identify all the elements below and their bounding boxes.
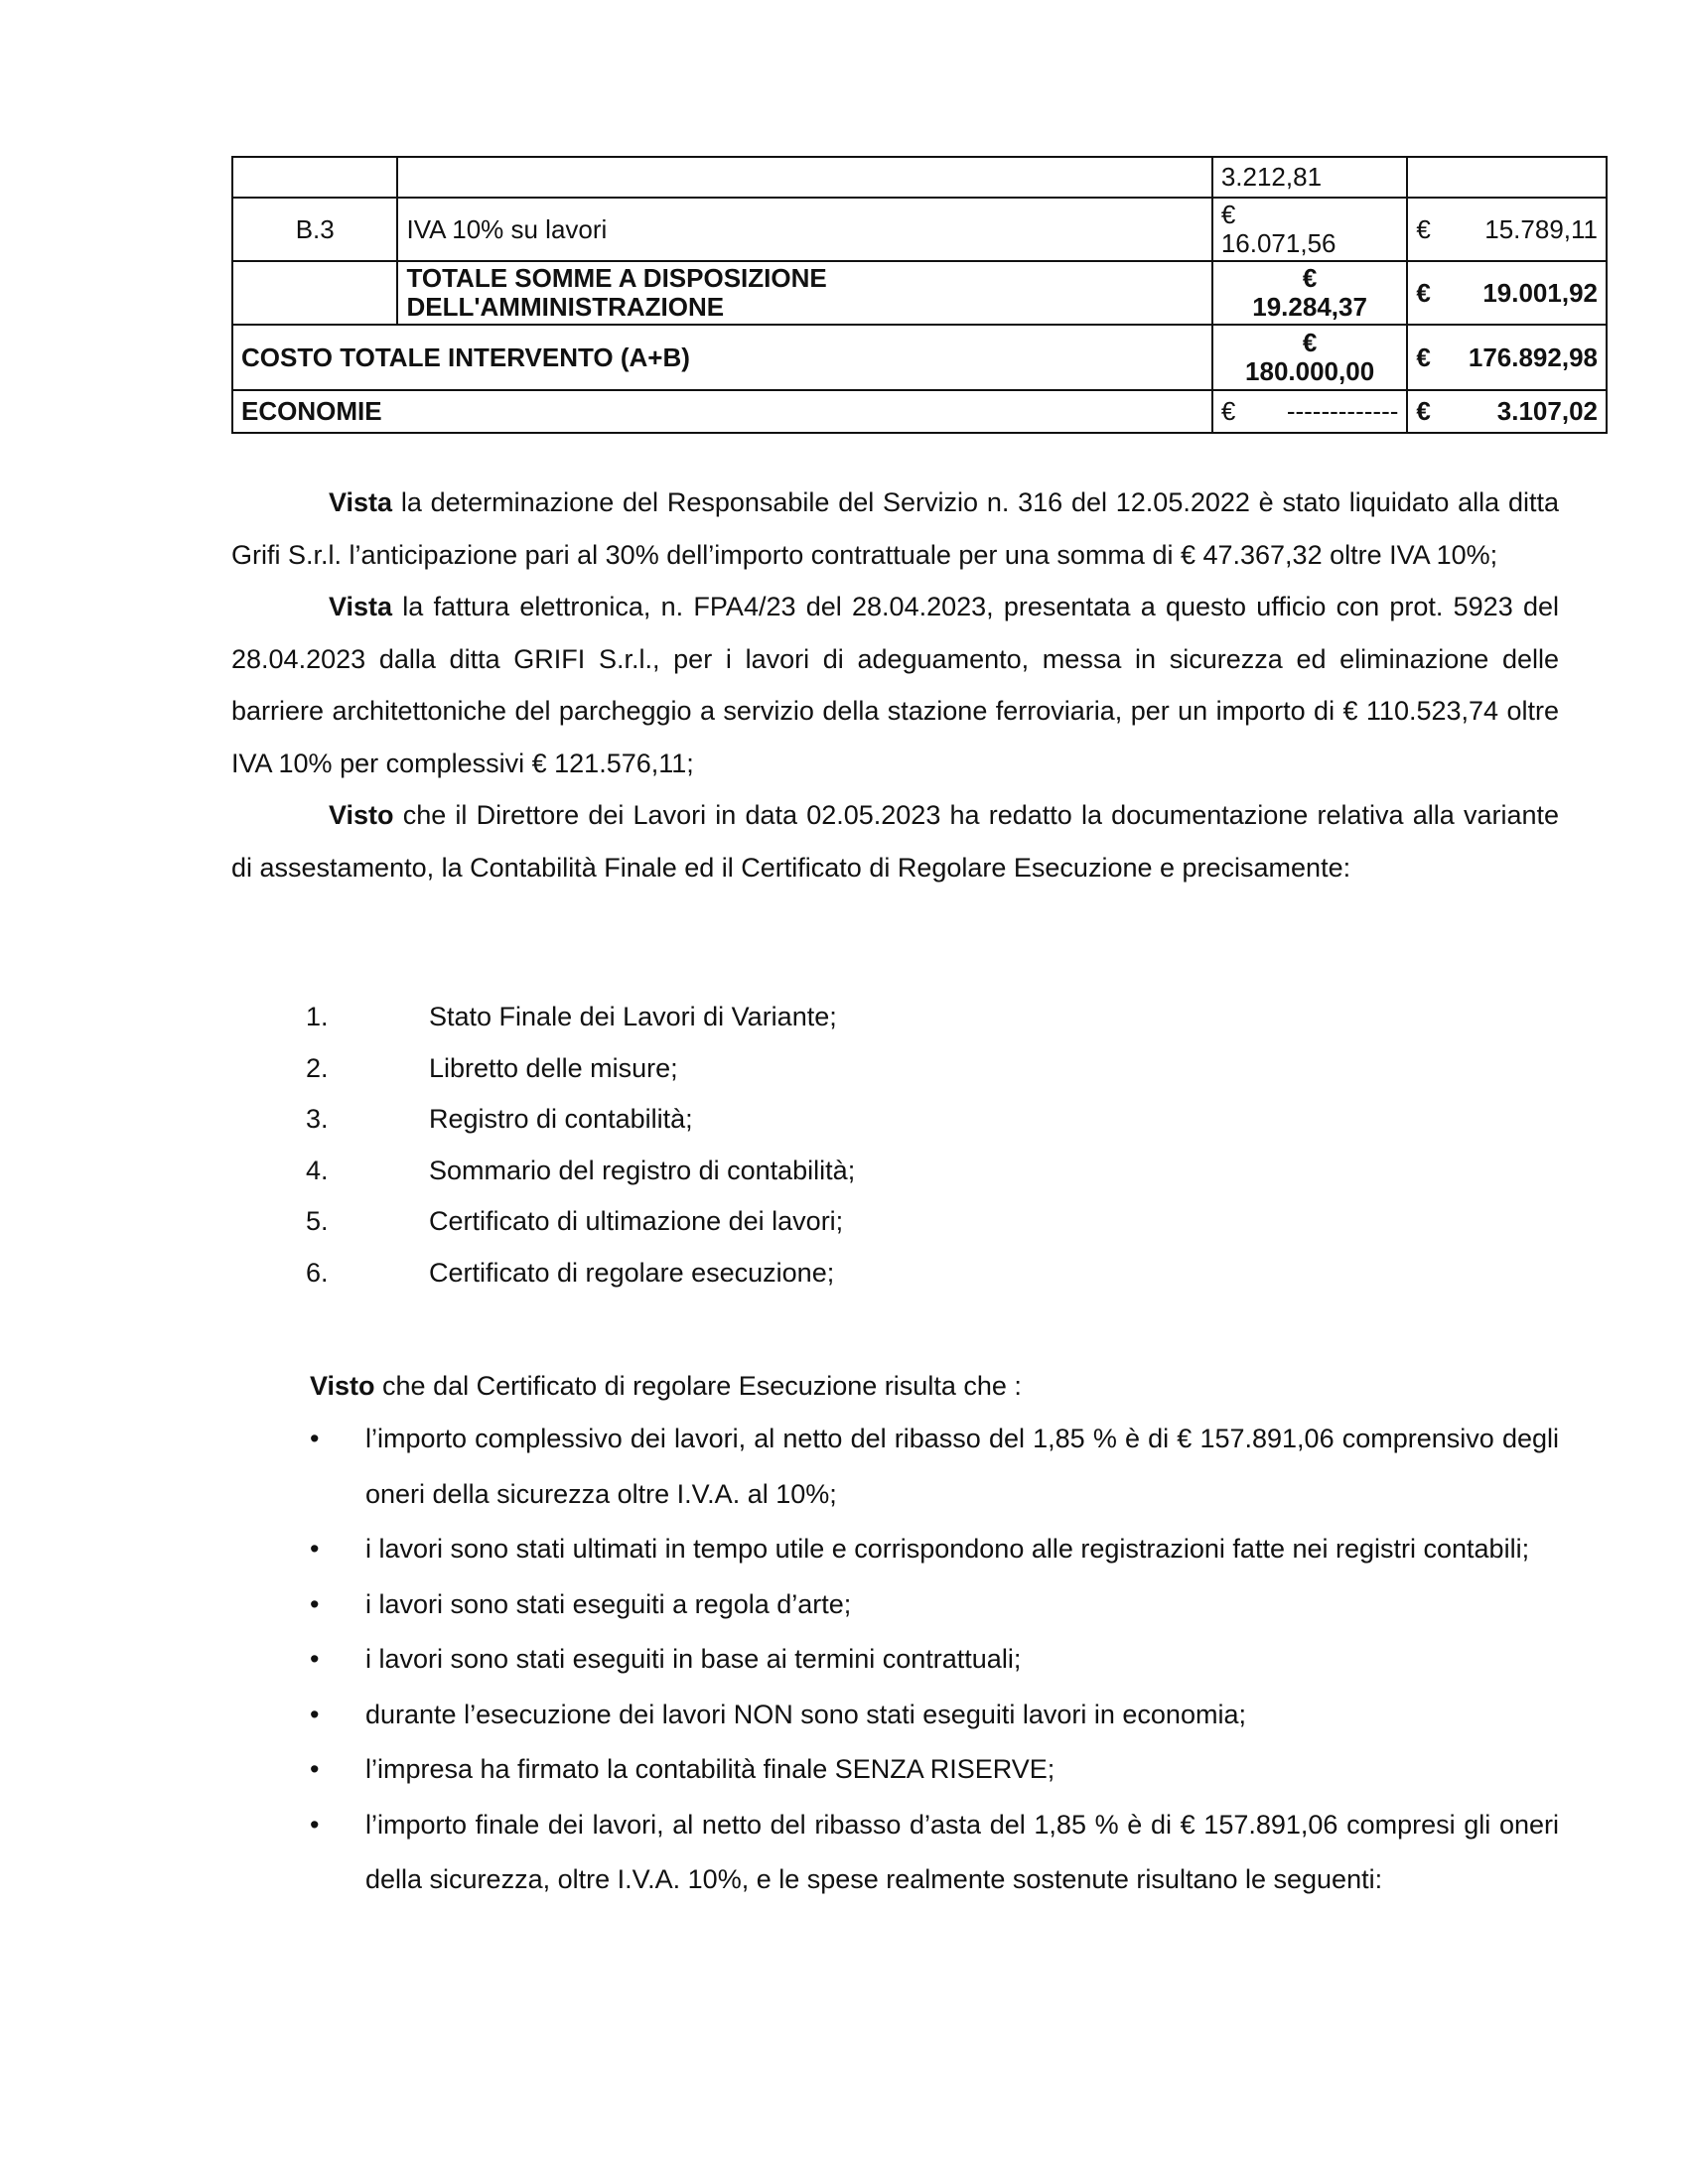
description-line: DELL'AMMINISTRAZIONE	[406, 292, 725, 322]
currency-symbol: €	[1416, 213, 1431, 244]
cell-code: B.3	[232, 198, 397, 261]
currency-symbol: €	[1220, 396, 1236, 426]
amount-placeholder: -------------	[1286, 396, 1399, 426]
bullet-icon: •	[310, 1699, 320, 1729]
cost-table	[231, 156, 1608, 434]
list-item	[306, 992, 855, 1043]
cell-description	[397, 157, 1211, 198]
body-paragraphs	[231, 477, 1559, 893]
bullet-text: i lavori sono stati ultimati in tempo utile e corrispondono alle registrazioni fatte nei registri contabili;	[365, 1534, 1530, 1564]
table-row	[232, 157, 1607, 198]
cell-amount-2	[1407, 325, 1607, 390]
list-text: Stato Finale dei Lavori di Variante;	[429, 1002, 837, 1031]
currency-symbol: €	[1416, 341, 1431, 372]
list-number: 2.	[306, 1052, 329, 1083]
paragraph-certificato	[310, 1360, 1559, 1413]
bullet-item	[310, 1632, 1559, 1688]
paragraph-lead: Vista	[329, 487, 393, 517]
cell-amount-2	[1407, 198, 1607, 261]
bullet-icon: •	[310, 1644, 320, 1674]
list-number: 5.	[306, 1206, 329, 1236]
total-label: COSTO TOTALE INTERVENTO (A+B)	[232, 325, 1212, 390]
description-line: TOTALE SOMME A DISPOSIZIONE	[406, 263, 827, 293]
amount-value: 176.892,98	[1468, 341, 1598, 372]
list-number: 4.	[306, 1155, 329, 1185]
amount-value: 15.789,11	[1484, 213, 1598, 244]
cell-description: IVA 10% su lavori	[397, 198, 1211, 261]
bullet-item	[310, 1577, 1559, 1633]
paragraph-direttore	[231, 789, 1559, 893]
cell-amount-1: 3.212,81	[1212, 157, 1408, 198]
paragraph-text: la fattura elettronica, n. FPA4/23 del 28.04.2023, presentata a questo ufficio con prot. 5923 del 28.04.2023 dalla ditta GRIFI S.r.l., per i lavori di adeguamento, messa in sicurezza ed eliminazione delle barriere architettoniche del parcheggio a servizio della stazione ferroviaria, per un importo di € 110.523,74 oltre IVA 10% per complessivi € 121.576,11;	[231, 592, 1559, 778]
list-number: 3.	[306, 1104, 329, 1134]
list-text: Certificato di ultimazione dei lavori;	[429, 1206, 844, 1236]
cell-amount-1	[1212, 325, 1408, 390]
bullet-item	[310, 1522, 1559, 1577]
bullet-text: durante l’esecuzione dei lavori NON sono stati eseguiti lavori in economia;	[365, 1699, 1246, 1729]
bullet-icon: •	[310, 1754, 320, 1784]
bullet-icon: •	[310, 1809, 320, 1840]
table-row-economie	[232, 390, 1607, 433]
cell-description	[397, 261, 1211, 325]
cell-code	[232, 261, 397, 325]
list-text: Registro di contabilità;	[429, 1104, 693, 1134]
list-text: Certificato di regolare esecuzione;	[429, 1257, 835, 1288]
list-item	[306, 1196, 855, 1248]
currency-symbol: €	[1220, 200, 1236, 229]
amount-value: 19.284,37	[1252, 292, 1367, 322]
paragraph-text: che il Direttore dei Lavori in data 02.05.2023 ha redatto la documentazione relativa alla variante di assestamento, la Contabilità Finale ed il Certificato di Regolare Esecuzione e precisamente:	[231, 800, 1559, 883]
bullet-item	[310, 1412, 1559, 1522]
amount-value: 16.071,56	[1220, 228, 1336, 258]
paragraph-lead: Visto	[310, 1371, 375, 1401]
cell-amount-2	[1407, 261, 1607, 325]
bullet-text: l’impresa ha firmato la contabilità finale SENZA RISERVE;	[365, 1754, 1055, 1784]
bullet-item	[310, 1742, 1559, 1798]
currency-symbol: €	[1302, 328, 1318, 357]
certificate-intro	[310, 1360, 1559, 1413]
paragraph-fattura	[231, 581, 1559, 789]
list-item	[306, 1248, 855, 1299]
bullet-text: i lavori sono stati eseguiti a regola d’arte;	[365, 1588, 852, 1619]
bullet-item	[310, 1798, 1559, 1908]
bullet-text: l’importo complessivo dei lavori, al netto del ribasso del 1,85 % è di € 157.891,06 comprensivo degli oneri della sicurezza oltre I.V.A. al 10%;	[365, 1424, 1559, 1509]
amount-value: 3.107,02	[1496, 396, 1598, 426]
paragraph-text: la determinazione del Responsabile del Servizio n. 316 del 12.05.2022 è stato liquidato alla ditta Grifi S.r.l. l’anticipazione pari al 30% dell’importo contrattuale per una somma di € 47.367,32 oltre IVA 10%;	[231, 487, 1559, 570]
paragraph-determinazione	[231, 477, 1559, 581]
documents-list	[306, 992, 855, 1298]
table-row	[232, 261, 1607, 325]
table-row	[232, 198, 1607, 261]
bullet-icon: •	[310, 1588, 320, 1619]
amount-value: 19.001,92	[1482, 277, 1598, 308]
paragraph-text: che dal Certificato di regolare Esecuzione risulta che :	[374, 1371, 1022, 1401]
list-item	[306, 1043, 855, 1095]
list-text: Libretto delle misure;	[429, 1052, 678, 1083]
bullet-item	[310, 1688, 1559, 1743]
list-number: 1.	[306, 1002, 329, 1031]
cell-amount-2	[1407, 390, 1607, 433]
paragraph-lead: Visto	[329, 800, 394, 830]
cell-code	[232, 157, 397, 198]
currency-symbol: €	[1416, 277, 1431, 308]
list-item	[306, 1094, 855, 1146]
amount-value: 180.000,00	[1245, 356, 1375, 386]
cell-amount-1	[1212, 261, 1408, 325]
cell-amount-2	[1407, 157, 1607, 198]
cell-amount-1	[1212, 198, 1408, 261]
currency-symbol: €	[1416, 396, 1431, 426]
bullet-text: l’importo finale dei lavori, al netto del ribasso d’asta del 1,85 % è di € 157.891,06 compresi gli oneri della sicurezza, oltre I.V.A. 10%, e le spese realmente sostenute risultano le seguenti:	[365, 1809, 1559, 1894]
list-text: Sommario del registro di contabilità;	[429, 1155, 856, 1185]
list-item	[306, 1146, 855, 1197]
certificate-findings-list	[310, 1412, 1559, 1908]
bullet-icon: •	[310, 1424, 320, 1453]
bullet-text: i lavori sono stati eseguiti in base ai termini contrattuali;	[365, 1644, 1022, 1674]
table-row-total	[232, 325, 1607, 390]
list-number: 6.	[306, 1257, 329, 1288]
economie-label: ECONOMIE	[232, 390, 1212, 433]
currency-symbol: €	[1302, 263, 1318, 293]
cell-amount-1	[1212, 390, 1408, 433]
bullet-icon: •	[310, 1534, 320, 1564]
paragraph-lead: Vista	[329, 592, 393, 621]
